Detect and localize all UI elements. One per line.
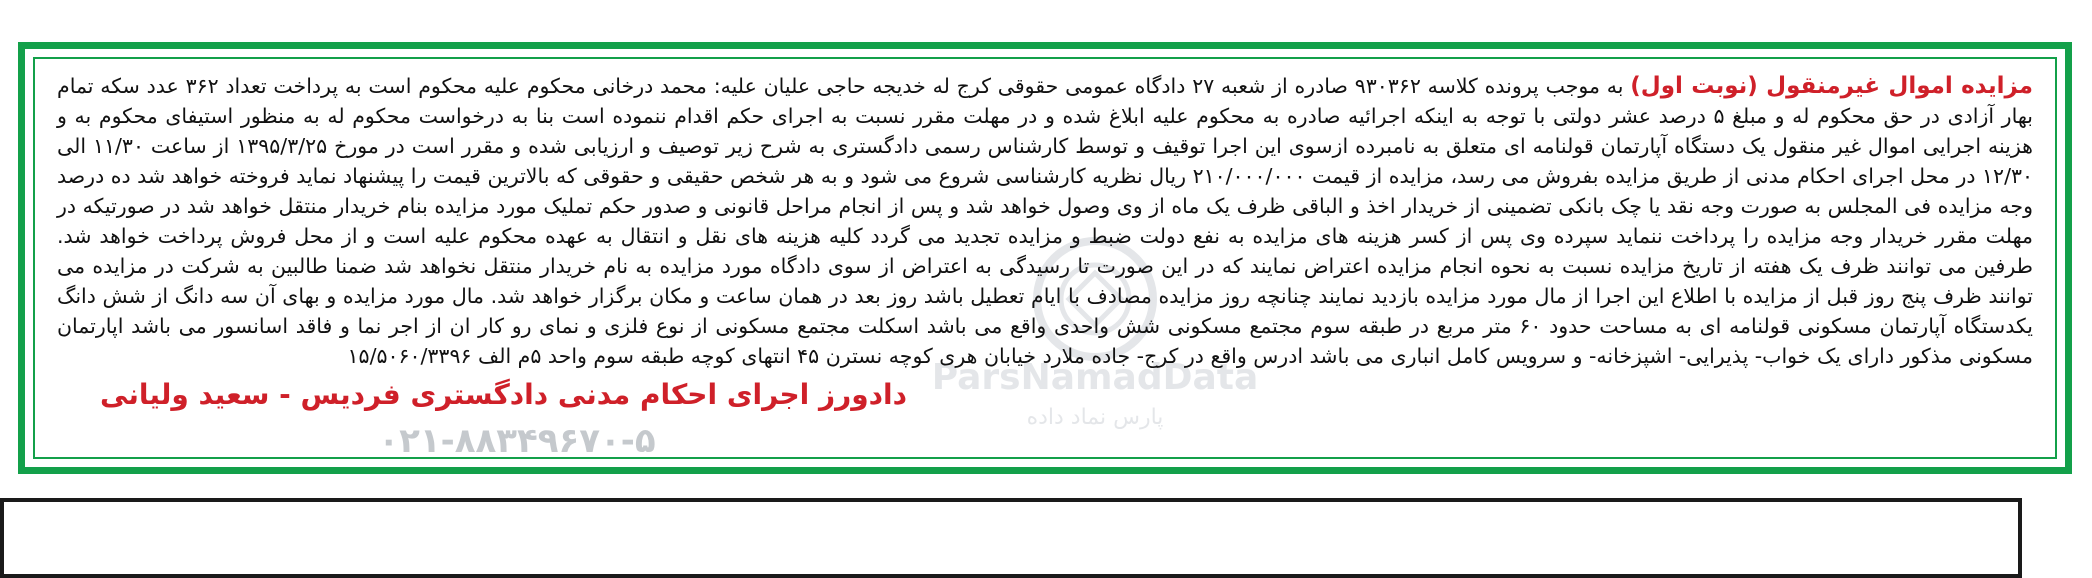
notice-text [57, 71, 2033, 371]
notice-signature: دادورز اجرای احکام مدنی دادگستری فردیس - سعید ولیانی [100, 378, 907, 411]
watermark-brand: ParsNamadData [931, 357, 1259, 398]
watermark-phone: ۰۲۱-۸۸۳۴۹۶۷۰-۵ [378, 421, 656, 459]
notice-body: به موجب پرونده کلاسه ۹۳۰۳۶۲ صادره از شعبه ۲۷ دادگاه عمومی حقوقی کرج له خدیجه حاجی علیان علیه: محمد درخانی محکوم علیه محکوم است به پرداخت تعداد ۳۶۲ عدد سکه تمام بهار آزادی در حق محکوم له و مبلغ ۵ درصد عشر دولتی با توجه به اینکه اجرائیه صادره به محکوم علیه ابلاغ شده و در مهلت مقرر نسبت به اجرای حکم اقدام ننموده است بنا به درخواست محکوم له به منظور استیفای محکوم به و هزینه اجرایی اموال غیر منقول یک دستگاه آپارتمان قولنامه ای متعلق به نامبرده ازسوی این اجرا توقیف و توسط کارشناس رسمی دادگستری به شرح زیر توصیف و ارزیابی شده و مقرر است در مورخ ۱۳۹۵/۳/۲۵ از ساعت ۱۱/۳۰ الی ۱۲/۳۰ در محل اجرای احکام مدنی از طریق مزایده بفروش می رسد، مزایده از قیمت ۲۱۰/۰۰۰/۰۰۰ ریال نظریه کارشناسی شروع می شود و به هر شخص حقیقی و حقوقی که بالاترین قیمت را پیشنهاد نماید فروخته خواهد شد ده درصد وجه مزایده فی المجلس به صورت وجه نقد یا چک بانکی تضمینی از خریدار اخذ و الباقی ظرف یک ماه از وی وصول خواهد شد و پس از انجام مراحل قانونی و صدور حکم تملیک مورد مزایده بنام خریدار منتقل خواهد شد در صورتیکه در مهلت مقرر خریدار وجه مزایده را پرداخت ننماید سپرده وی پس از کسر هزینه های مزایده به نفع دولت ضبط و مزایده تجدید می گردد کلیه هزینه های نقل و انتقال به عهده محکوم علیه است و از محل فروش پرداخت خواهد شد. طرفین می توانند ظرف یک هفته از تاریخ مزایده نسبت به نحوه انجام مزایده اعتراض نمایند که در این صورت تا رسیدگی به اعتراض از سوی دادگاه مورد مزایده به نام خریدار منتقل نخواهد شد ضمنا طالبین به شرکت در مزایده می توانند ظرف پنج روز قبل از مزایده با اطلاع این اجرا از مال مورد مزایده بازدید نمایند چنانچه روز مزایده مصادف با ایام تعطیل باشد روز بعد در همان ساعت و مکان برگزار خواهد شد. مال مورد مزایده و بهای آن سه دانگ از شش دانگ یکدستگاه آپارتمان مسکونی قولنامه ای به مساحت حدود ۶۰ متر مربع در طبقه سوم مجتمع مسکونی شش واحدی واقع می باشد اسکلت مجتمع مسکونی از نوع فلزی و نمای رو کار ان از اجر نما و فاقد اسانسور می باشد اپارتمان مسکونی مذکور دارای یک خواب- پذیرایی- اشپزخانه- و سرویس کامل انباری می باشد ادرس واقع در کرج- جاده ملارد خیابان هری کوچه نسترن ۴۵ انتهای کوچه طبقه سوم واحد ۵م الف ۱۵/۵۰۶۰/۳۳۹۶ [57, 74, 2033, 368]
auction-notice-frame [18, 42, 2072, 474]
auction-notice-inner-border [33, 57, 2057, 459]
next-notice-frame [0, 498, 2022, 578]
watermark-caption: پارس نماد داده [1026, 405, 1164, 430]
signature-block [100, 377, 907, 459]
notice-title: مزایده اموال غیرمنقول (نوبت اول) [1630, 73, 2034, 99]
